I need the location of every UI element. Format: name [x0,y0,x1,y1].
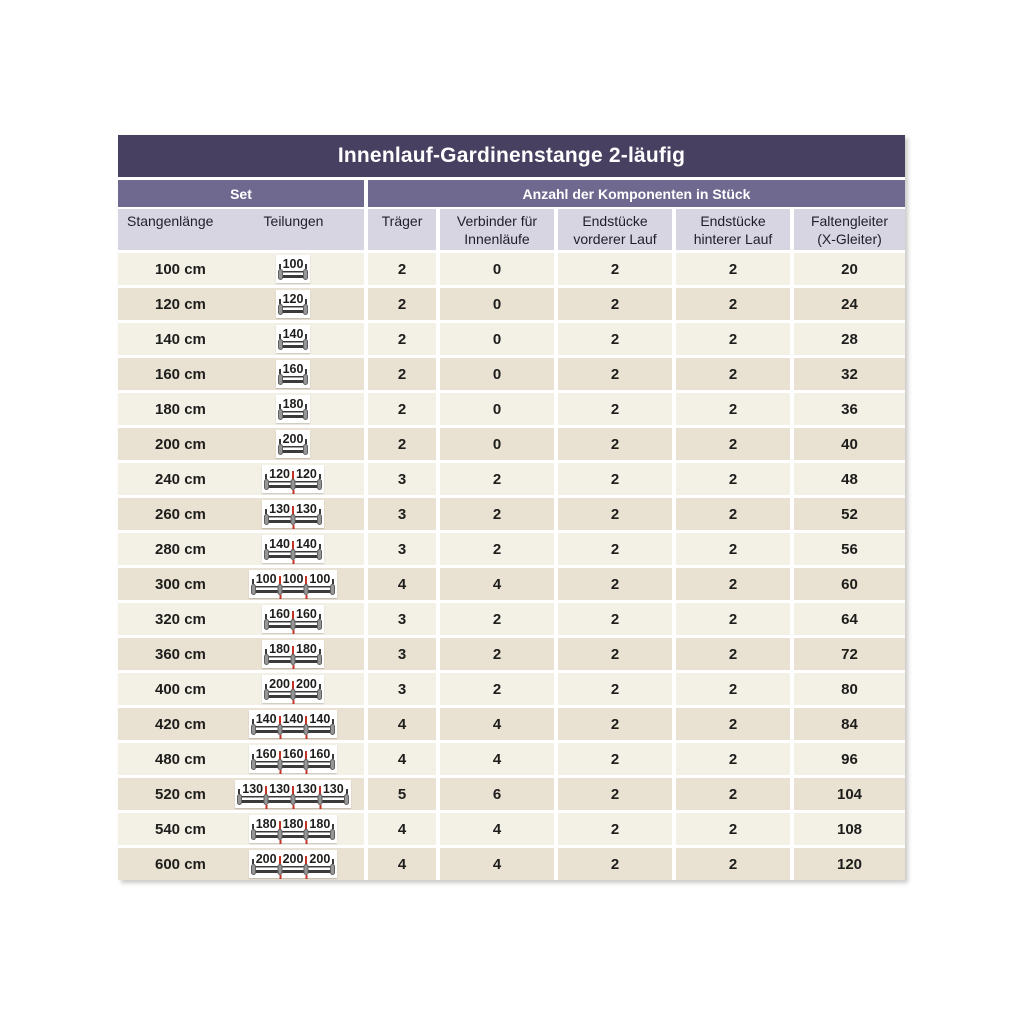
length-label: 140 cm [155,330,206,348]
traeger-value: 3 [368,533,436,565]
faltengleiter-value: 64 [794,603,905,635]
endstuecke-vorderer-value: 2 [558,323,672,355]
faltengleiter-value: 20 [794,253,905,285]
endstuecke-vorderer-value: 2 [558,463,672,495]
teilungen-cell [222,325,364,353]
traeger-value: 2 [368,253,436,285]
endstuecke-hinterer-value: 2 [676,288,790,320]
set-cell [118,568,364,600]
faltengleiter-value: 24 [794,288,905,320]
teilungen-cell [222,290,364,318]
endstuecke-vorderer-value: 2 [558,603,672,635]
faltengleiter-value: 84 [794,708,905,740]
faltengleiter-value: 56 [794,533,905,565]
rod-diagram-icon: 120 [276,290,311,318]
verbinder-value: 0 [440,323,554,355]
rod-diagram-icon: 160 160 [262,605,324,633]
table-row [118,393,905,425]
endstuecke-vorderer-value: 2 [558,253,672,285]
teilungen-cell [222,710,364,738]
table-row [118,778,905,810]
rod-diagram-icon: 200 [276,430,311,458]
faltengleiter-value: 72 [794,638,905,670]
faltengleiter-value: 48 [794,463,905,495]
faltengleiter-value: 108 [794,813,905,845]
table-row [118,673,905,705]
endstuecke-vorderer-value: 2 [558,428,672,460]
endstuecke-vorderer-value: 2 [558,673,672,705]
faltengleiter-value: 80 [794,673,905,705]
faltengleiter-value: 104 [794,778,905,810]
set-cell [118,393,364,425]
endstuecke-hinterer-value: 2 [676,533,790,565]
endstuecke-hinterer-value: 2 [676,253,790,285]
table-row [118,498,905,530]
endstuecke-hinterer-value: 2 [676,638,790,670]
traeger-value: 2 [368,428,436,460]
traeger-value: 3 [368,463,436,495]
verbinder-value: 4 [440,848,554,880]
endstuecke-vorderer-value: 2 [558,393,672,425]
rod-diagram-icon: 130 130 130 130 [235,780,350,808]
table-row [118,813,905,845]
column-header-faltengleiter: Faltengleiter (X-Gleiter) [794,209,905,250]
length-label: 600 cm [155,855,206,873]
table-row [118,638,905,670]
teilungen-cell [222,570,364,598]
rod-diagram-icon: 160 160 160 [249,745,338,773]
traeger-value: 3 [368,673,436,705]
traeger-value: 4 [368,813,436,845]
verbinder-value: 0 [440,428,554,460]
table-row [118,358,905,390]
table-row [118,533,905,565]
set-cell [118,288,364,320]
set-cell [118,848,364,880]
endstuecke-hinterer-value: 2 [676,813,790,845]
traeger-value: 4 [368,743,436,775]
set-cell [118,428,364,460]
endstuecke-vorderer-value: 2 [558,708,672,740]
teilungen-cell [222,675,364,703]
endstuecke-vorderer-value: 2 [558,848,672,880]
set-cell [118,813,364,845]
rod-diagram-icon: 120 120 [262,465,324,493]
column-header-endstuecke-hinterer: Endstücke hinterer Lauf [676,209,790,250]
set-cell [118,253,364,285]
endstuecke-vorderer-value: 2 [558,778,672,810]
teilungen-cell [222,815,364,843]
verbinder-value: 4 [440,568,554,600]
rod-diagram-icon: 140 [276,325,311,353]
traeger-value: 4 [368,848,436,880]
faltengleiter-value: 120 [794,848,905,880]
group-header-row [118,180,905,207]
length-label: 480 cm [155,750,206,768]
table-row [118,323,905,355]
length-label: 520 cm [155,785,206,803]
traeger-value: 5 [368,778,436,810]
verbinder-value: 4 [440,743,554,775]
faltengleiter-value: 40 [794,428,905,460]
length-label: 180 cm [155,400,206,418]
endstuecke-hinterer-value: 2 [676,358,790,390]
set-cell [118,778,364,810]
teilungen-cell [222,430,364,458]
table-row [118,288,905,320]
verbinder-value: 2 [440,638,554,670]
group-header-set: Set [118,180,364,207]
rod-diagram-icon: 180 180 180 [249,815,338,843]
verbinder-value: 2 [440,533,554,565]
faltengleiter-value: 32 [794,358,905,390]
table-body [118,253,905,880]
table-row [118,848,905,880]
length-label: 100 cm [155,260,206,278]
set-cell [118,323,364,355]
length-label: 540 cm [155,820,206,838]
endstuecke-hinterer-value: 2 [676,708,790,740]
table-row [118,568,905,600]
length-label: 300 cm [155,575,206,593]
column-header-endstuecke-vorderer: Endstücke vorderer Lauf [558,209,672,250]
verbinder-value: 0 [440,358,554,390]
column-header-set-group [118,209,364,250]
set-cell [118,638,364,670]
length-label: 360 cm [155,645,206,663]
endstuecke-vorderer-value: 2 [558,358,672,390]
teilungen-cell [222,640,364,668]
teilungen-cell [222,255,364,283]
verbinder-value: 2 [440,463,554,495]
teilungen-cell [222,500,364,528]
table-row [118,463,905,495]
verbinder-value: 6 [440,778,554,810]
faltengleiter-value: 52 [794,498,905,530]
rod-diagram-icon: 100 100 100 [249,570,338,598]
teilungen-cell [222,850,364,878]
rod-diagram-icon: 200 200 [262,675,324,703]
verbinder-value: 0 [440,253,554,285]
endstuecke-hinterer-value: 2 [676,393,790,425]
traeger-value: 2 [368,323,436,355]
verbinder-value: 4 [440,708,554,740]
rod-diagram-icon: 100 [276,255,311,283]
faltengleiter-value: 28 [794,323,905,355]
endstuecke-hinterer-value: 2 [676,778,790,810]
length-label: 400 cm [155,680,206,698]
verbinder-value: 2 [440,603,554,635]
rod-diagram-icon: 140 140 140 [249,710,338,738]
rod-diagram-icon: 140 140 [262,535,324,563]
page-title: Innenlauf-Gardinenstange 2-läufig [118,135,905,177]
length-label: 260 cm [155,505,206,523]
length-label: 120 cm [155,295,206,313]
traeger-value: 3 [368,498,436,530]
set-cell [118,673,364,705]
endstuecke-vorderer-value: 2 [558,638,672,670]
teilungen-cell [222,465,364,493]
traeger-value: 2 [368,288,436,320]
traeger-value: 2 [368,393,436,425]
traeger-value: 3 [368,603,436,635]
endstuecke-vorderer-value: 2 [558,533,672,565]
column-header-verbinder: Verbinder für Innenläufe [440,209,554,250]
endstuecke-vorderer-value: 2 [558,743,672,775]
set-cell [118,463,364,495]
column-header-teilungen: Teilungen [263,213,324,229]
endstuecke-vorderer-value: 2 [558,288,672,320]
traeger-value: 4 [368,708,436,740]
table-row [118,428,905,460]
faltengleiter-value: 60 [794,568,905,600]
endstuecke-vorderer-value: 2 [558,498,672,530]
endstuecke-hinterer-value: 2 [676,848,790,880]
column-header-row [118,209,905,250]
endstuecke-hinterer-value: 2 [676,498,790,530]
faltengleiter-value: 96 [794,743,905,775]
endstuecke-hinterer-value: 2 [676,743,790,775]
verbinder-value: 0 [440,288,554,320]
teilungen-cell [222,535,364,563]
length-label: 320 cm [155,610,206,628]
length-label: 160 cm [155,365,206,383]
set-cell [118,743,364,775]
table-row [118,743,905,775]
set-cell [118,533,364,565]
endstuecke-hinterer-value: 2 [676,603,790,635]
traeger-value: 4 [368,568,436,600]
teilungen-cell [222,605,364,633]
teilungen-cell [222,395,364,423]
endstuecke-hinterer-value: 2 [676,463,790,495]
column-header-stangenlaenge: Stangenlänge [127,213,214,229]
length-label: 240 cm [155,470,206,488]
set-cell [118,603,364,635]
length-label: 280 cm [155,540,206,558]
table-row [118,708,905,740]
endstuecke-hinterer-value: 2 [676,673,790,705]
verbinder-value: 2 [440,498,554,530]
endstuecke-hinterer-value: 2 [676,568,790,600]
verbinder-value: 4 [440,813,554,845]
traeger-value: 3 [368,638,436,670]
set-cell [118,708,364,740]
verbinder-value: 2 [440,673,554,705]
set-cell [118,358,364,390]
teilungen-cell [222,780,364,808]
endstuecke-vorderer-value: 2 [558,813,672,845]
table-row [118,603,905,635]
rod-diagram-icon: 130 130 [262,500,324,528]
endstuecke-hinterer-value: 2 [676,428,790,460]
rod-diagram-icon: 160 [276,360,311,388]
column-header-traeger: Träger [368,209,436,250]
group-header-anzahl: Anzahl der Komponenten in Stück [368,180,905,207]
teilungen-cell [222,745,364,773]
component-count-table [118,135,905,880]
rod-diagram-icon: 200 200 200 [249,850,338,878]
endstuecke-hinterer-value: 2 [676,323,790,355]
endstuecke-vorderer-value: 2 [558,568,672,600]
faltengleiter-value: 36 [794,393,905,425]
rod-diagram-icon: 180 [276,395,311,423]
traeger-value: 2 [368,358,436,390]
verbinder-value: 0 [440,393,554,425]
table-row [118,253,905,285]
length-label: 200 cm [155,435,206,453]
rod-diagram-icon: 180 180 [262,640,324,668]
teilungen-cell [222,360,364,388]
set-cell [118,498,364,530]
length-label: 420 cm [155,715,206,733]
